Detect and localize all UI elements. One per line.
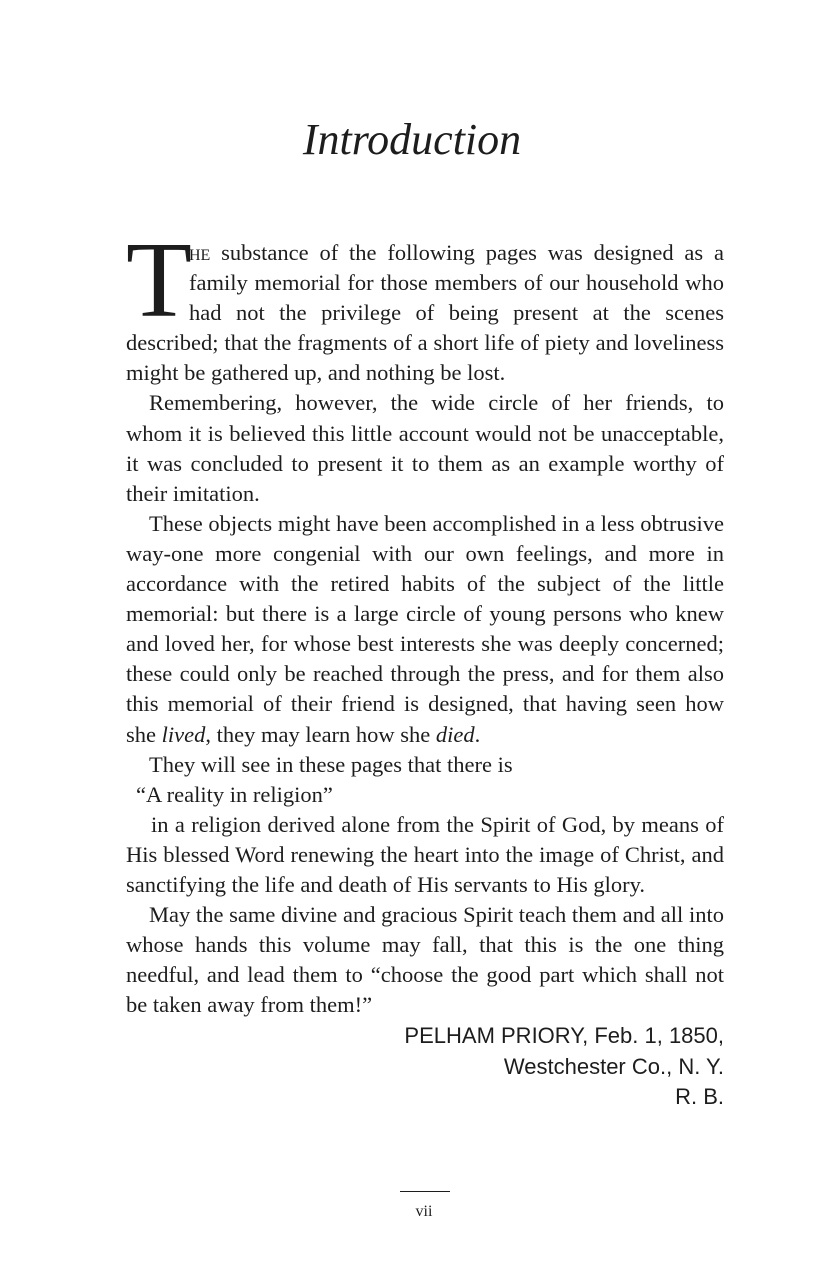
paragraph-4: They will see in these pages that there is	[149, 751, 513, 777]
paragraph-3-middle: , they may learn how she	[205, 721, 436, 747]
paragraph-5: in a religion derived alone from the Spirit of God, by means of His blessed Word renewing the heart into the image of Christ, and sanctifying the life and death of His servants to His glory.	[126, 811, 724, 897]
footer-rule	[400, 1191, 450, 1192]
italic-died: died	[435, 721, 475, 747]
signature-initials: R. B.	[675, 1084, 724, 1110]
paragraph-1-text: substance of the following pages was designed as a family memorial for those members of our household who had not the privilege of being present at the scenes described; that the fragments of a short life of piety and loveliness might be gathered up, and nothing be lost.	[126, 240, 724, 386]
paragraph-3-text: These objects might have been accomplished in a less obtrusive way-one more congenial with our own feelings, and more in accordance with the retired habits of the subject of the little memorial: but there is a large circle of young persons who knew and loved her, for whose best interests she was deeply concerned; these could only be reached through the press, and for them also this memorial of their friend is designed, that having seen how she	[126, 510, 724, 747]
paragraph-1	[126, 221, 724, 388]
signature-place-date: PELHAM PRIORY, Feb. 1, 1850,	[404, 1023, 724, 1049]
page-number: vii	[415, 1203, 433, 1220]
block-quote: “A reality in religion”	[136, 781, 333, 807]
drop-cap: T	[126, 221, 192, 340]
paragraph-6: May the same divine and gracious Spirit teach them and all into whose hands this volume may fall, that this is the one thing needful, and lead them to “choose the good part which shall not be taken away from them!”	[126, 902, 724, 1018]
paragraph-3-end: .	[474, 721, 481, 747]
italic-lived: lived	[161, 721, 206, 747]
page-title: Introduction	[302, 115, 522, 164]
paragraph-3	[126, 509, 724, 750]
paragraph-2: Remembering, however, the wide circle of her friends, to whom it is believed this little account would not be unacceptable, it was concluded to present it to them as an example worthy of their imitation.	[126, 390, 724, 506]
introduction-body	[126, 221, 724, 1113]
small-caps-lead: he	[189, 240, 211, 265]
signature-location: Westchester Co., N. Y.	[503, 1053, 724, 1079]
